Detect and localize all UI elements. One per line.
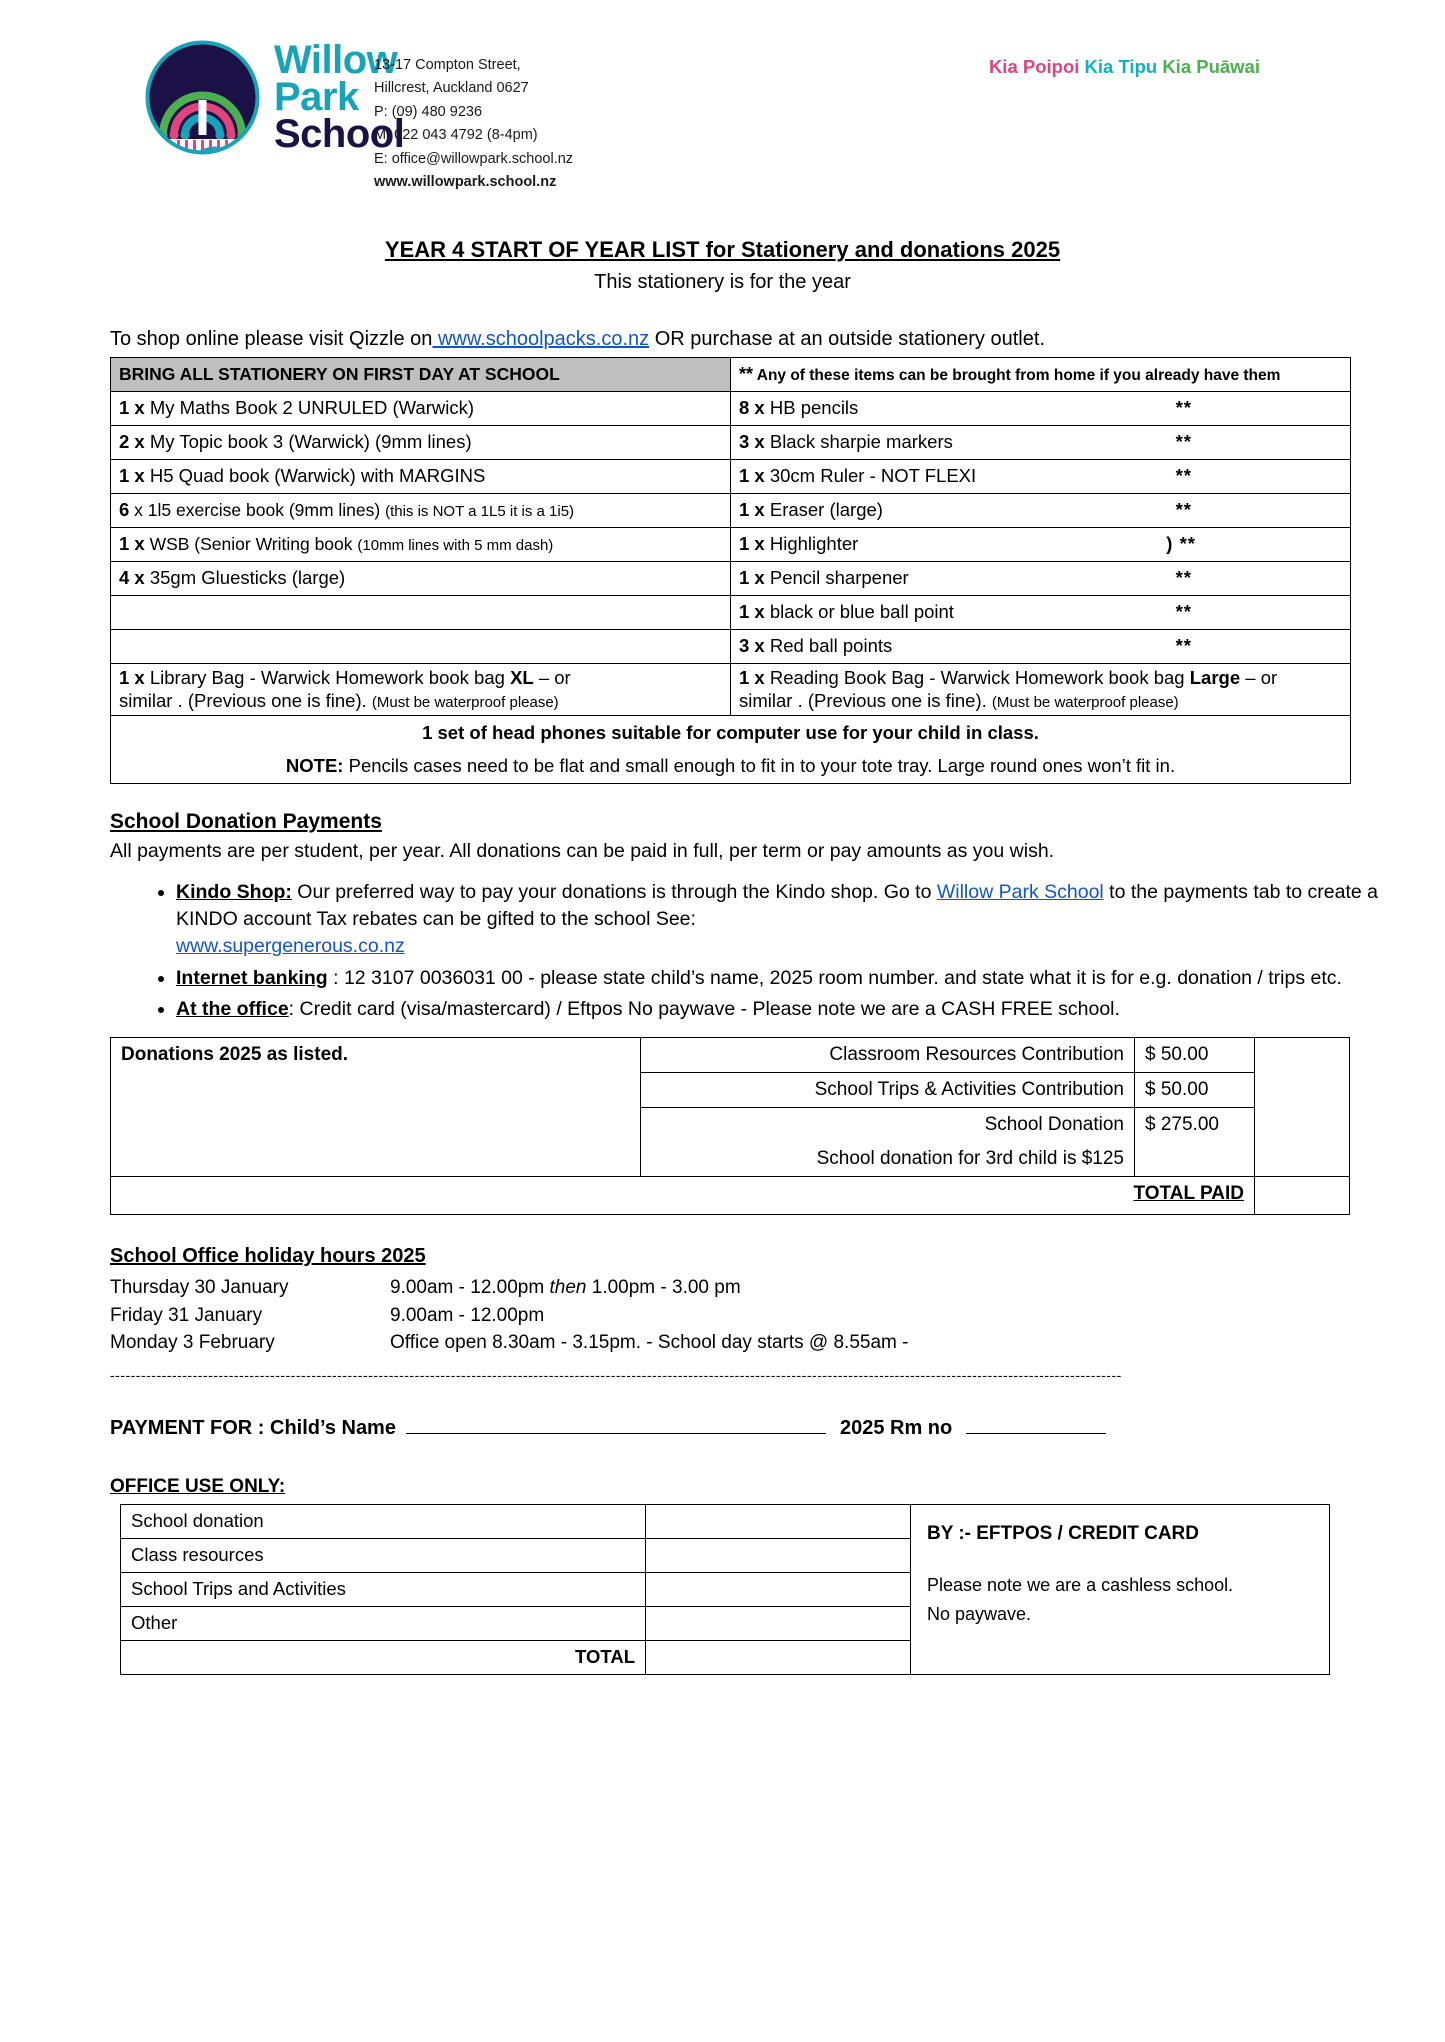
header-right-text: Any of these items can be brought from home if you already have them	[756, 366, 1281, 384]
logo-line-2: Park	[274, 74, 359, 119]
stationery-table	[110, 357, 1351, 784]
donation-amount-classroom: $ 50.00	[1135, 1038, 1255, 1073]
table-row	[111, 425, 1351, 459]
left-item-3-text: H5 Quad book (Warwick) with MARGINS	[149, 465, 486, 487]
left-item-1-text: My Maths Book 2 UNRULED (Warwick)	[149, 397, 474, 419]
office-hours-row-2	[110, 1302, 1445, 1330]
donation-intro-text: All payments are per student, per year. All donations can be paid in full, per term or pay amounts as you wish.	[110, 839, 1055, 862]
right-item-8-qty: 3 x	[739, 635, 765, 657]
payment-method-label: BY :- EFTPOS / CREDIT CARD	[927, 1522, 1199, 1544]
table-row	[111, 1038, 1350, 1073]
left-item-1-qty: 1 x	[119, 397, 145, 419]
contact-website: www.willowpark.school.nz	[374, 174, 557, 191]
office-use-heading: OFFICE USE ONLY:	[110, 1475, 286, 1497]
internet-banking-text: : 12 3107 0036031 00 - please state child’s name, 2025 room number. and state what it is for e.g. donation / trips etc.	[327, 966, 1342, 989]
tagline-part-1: Kia Poipoi	[988, 56, 1080, 77]
office-hours-row-3	[110, 1329, 1445, 1357]
contact-block	[374, 40, 573, 195]
child-name-input-line[interactable]	[406, 1433, 826, 1434]
office-use-label-3: School Trips and Activities	[121, 1572, 646, 1606]
total-paid-text: TOTAL PAID	[1133, 1183, 1244, 1205]
right-item-3-stars: **	[1175, 465, 1192, 487]
tagline-part-3: Kia Puāwai	[1162, 56, 1260, 77]
right-item-2-text: Black sharpie markers	[769, 431, 953, 453]
donation-label-school: School Donation	[641, 1108, 1135, 1143]
page-subtitle: This stationery is for the year	[594, 270, 851, 293]
left-item-6-text: 35gm Gluesticks (large)	[144, 567, 346, 589]
library-bag-line2: similar . (Previous one is fine).	[119, 690, 372, 712]
left-item-2	[111, 425, 731, 459]
left-item-4	[111, 493, 731, 527]
office-hours-day-1: Thursday 30 January	[110, 1277, 289, 1299]
kindo-shop-text-b: to the payments tab to create a KINDO account Tax rebates can be gifted to the school See:	[176, 880, 1378, 931]
rainbow-logo-icon	[145, 40, 260, 155]
right-item-7	[731, 595, 1351, 629]
left-item-4-qty: 6	[119, 499, 130, 521]
office-hours-day-3: Monday 3 February	[110, 1332, 275, 1354]
at-the-office-label: At the office	[176, 997, 289, 1020]
left-item-4-text: x 1l5 exercise book (9mm lines)	[129, 500, 386, 521]
office-use-total-label: TOTAL	[121, 1640, 646, 1674]
list-item-internet-banking	[176, 965, 1445, 992]
table-row	[111, 595, 1351, 629]
library-bag-cell	[111, 663, 731, 715]
right-item-3-text: 30cm Ruler - NOT FLEXI	[769, 465, 977, 487]
left-item-8-empty	[111, 629, 731, 663]
left-item-6-qty: 4 x	[119, 567, 145, 589]
donations-left-title: Donations 2025 as listed.	[111, 1038, 641, 1177]
table-row	[121, 1572, 911, 1606]
right-item-8-stars: **	[1175, 635, 1192, 657]
supergenerous-link[interactable]: www.supergenerous.co.nz	[176, 935, 405, 958]
right-item-1-text: HB pencils	[769, 397, 859, 419]
office-use-value-2[interactable]	[646, 1538, 911, 1572]
maori-tagline	[989, 40, 1260, 78]
reading-bag-text-c: – or	[1240, 666, 1278, 688]
donation-label-trips: School Trips & Activities Contribution	[641, 1073, 1135, 1108]
office-hours-heading: School Office holiday hours 2025	[110, 1245, 426, 1268]
donation-methods-list	[140, 879, 1445, 1023]
total-paid-value-cell[interactable]	[1255, 1177, 1350, 1215]
right-item-8-text: Red ball points	[769, 635, 893, 657]
office-use-value-1[interactable]	[646, 1504, 911, 1538]
right-item-3-qty: 1 x	[739, 465, 765, 487]
left-item-2-qty: 2 x	[119, 431, 145, 453]
right-item-1-qty: 8 x	[739, 397, 765, 419]
left-item-4-note: (this is NOT a 1L5 it is a 1i5)	[385, 503, 575, 521]
contact-mobile: M: 022 043 4792 (8-4pm)	[374, 127, 538, 144]
page-header	[0, 0, 1445, 195]
donation-third-child-note: School donation for 3rd child is $125	[641, 1142, 1135, 1177]
schoolpacks-link[interactable]: www.schoolpacks.co.nz	[432, 327, 650, 350]
office-hours-time-1a: 9.00am - 12.00pm	[390, 1277, 550, 1299]
office-use-value-4[interactable]	[646, 1606, 911, 1640]
pencil-case-note-label: NOTE:	[285, 755, 344, 777]
right-item-2-qty: 3 x	[739, 431, 765, 453]
right-item-2	[731, 425, 1351, 459]
left-item-3-qty: 1 x	[119, 465, 145, 487]
contact-address-line-1: 13-17 Compton Street,	[374, 57, 521, 73]
shop-online-after: OR purchase at an outside stationery outlet.	[654, 327, 1045, 350]
page-title	[0, 237, 1445, 263]
right-item-5-text: Highlighter	[769, 533, 859, 555]
kindo-shop-text-a: Our preferred way to pay your donations is through the Kindo shop. Go to	[291, 880, 937, 903]
right-item-4-stars: **	[1175, 499, 1192, 521]
right-item-8	[731, 629, 1351, 663]
stationery-header-left: BRING ALL STATIONERY ON FIRST DAY AT SCHOOL	[111, 357, 731, 391]
divider-dashed: ----------------------------------------------------------------------------------------------------------------------------------------------------------------------------------------------------	[110, 1366, 1122, 1383]
left-item-2-text: My Topic book 3 (Warwick) (9mm lines)	[149, 431, 472, 453]
reading-bag-cell	[731, 663, 1351, 715]
table-row-bags	[111, 663, 1351, 715]
table-row	[121, 1504, 911, 1538]
headphones-note: 1 set of head phones suitable for computer use for your child in class.	[111, 715, 1351, 749]
left-item-5	[111, 527, 731, 561]
office-hours-time-2: 9.00am - 12.00pm	[390, 1304, 545, 1326]
pencil-case-note	[111, 749, 1351, 783]
payment-for-label: PAYMENT FOR : Child’s Name	[110, 1416, 396, 1439]
table-row-note-2	[111, 749, 1351, 783]
left-item-5-note: (10mm lines with 5 mm dash)	[357, 537, 554, 555]
office-use-label-2: Class resources	[121, 1538, 646, 1572]
right-item-6-qty: 1 x	[739, 567, 765, 589]
right-item-6-stars: **	[1175, 567, 1192, 589]
left-item-1	[111, 391, 731, 425]
table-row	[121, 1606, 911, 1640]
donation-section-heading: School Donation Payments	[110, 809, 382, 833]
right-item-7-qty: 1 x	[739, 601, 765, 623]
right-item-3	[731, 459, 1351, 493]
table-row-total	[111, 1177, 1350, 1215]
table-row	[111, 629, 1351, 663]
contact-address-line-2: Hillcrest, Auckland 0627	[374, 80, 529, 97]
office-use-total-value[interactable]	[646, 1640, 911, 1674]
shop-online-line	[110, 328, 1445, 351]
right-item-6	[731, 561, 1351, 595]
right-item-1-stars: **	[1175, 397, 1192, 419]
left-item-7-empty	[111, 595, 731, 629]
header-stars: **	[739, 363, 754, 384]
table-row-header	[111, 357, 1351, 391]
office-hours-day-2: Friday 31 January	[110, 1304, 263, 1326]
office-hours-row-1	[110, 1274, 1445, 1302]
office-hours-time-1	[390, 1274, 741, 1302]
library-bag-line2-note: (Must be waterproof please)	[371, 694, 559, 712]
office-hours-time-3: Office open 8.30am - 3.15pm. - School day starts @ 8.55am -	[390, 1332, 909, 1354]
table-row	[111, 493, 1351, 527]
library-bag-size: XL	[510, 666, 534, 688]
room-number-input-line[interactable]	[966, 1433, 1106, 1434]
left-item-5-text: WSB (Senior Writing book	[144, 534, 358, 555]
donation-blank-cell[interactable]	[1255, 1038, 1350, 1177]
total-paid-label	[111, 1177, 1255, 1215]
office-hours-time-1em: then	[549, 1277, 587, 1299]
cashless-note-line-1: Please note we are a cashless school.	[927, 1574, 1234, 1595]
payment-for-line	[110, 1417, 1445, 1440]
office-use-table	[120, 1504, 911, 1675]
list-item-at-the-office	[176, 996, 1445, 1023]
year-room-label: 2025 Rm no	[839, 1416, 953, 1439]
shop-online-before: To shop online please visit Qizzle on	[110, 327, 433, 350]
left-item-5-qty: 1 x	[119, 533, 145, 555]
table-row-note-1	[111, 715, 1351, 749]
table-row	[121, 1538, 911, 1572]
pencil-case-note-text: Pencils cases need to be flat and small enough to fit in to your tote tray. Large round ones won’t fit in.	[343, 755, 1176, 777]
office-use-label-4: Other	[121, 1606, 646, 1640]
table-row	[111, 561, 1351, 595]
donations-amount-table	[110, 1037, 1350, 1215]
office-use-section	[120, 1504, 1330, 1675]
stationery-header-right	[731, 357, 1351, 391]
list-item-kindo-shop	[176, 879, 1445, 961]
table-row	[111, 459, 1351, 493]
willow-park-school-link[interactable]: Willow Park School	[936, 880, 1104, 903]
donation-amount-trips: $ 50.00	[1135, 1073, 1255, 1108]
right-item-7-text: black or blue ball point	[769, 601, 954, 623]
right-item-6-text: Pencil sharpener	[769, 567, 909, 589]
table-row-total	[121, 1640, 911, 1674]
logo-line-1: Willow	[274, 37, 398, 82]
payment-method-box	[911, 1504, 1330, 1675]
right-item-5-qty: 1 x	[739, 533, 765, 555]
right-item-5	[731, 527, 1351, 561]
at-the-office-text: : Credit card (visa/mastercard) / Eftpos No paywave - Please note we are a CASH FREE school.	[288, 997, 1120, 1020]
left-item-6	[111, 561, 731, 595]
table-row	[111, 391, 1351, 425]
left-item-3	[111, 459, 731, 493]
right-item-7-stars: **	[1175, 601, 1192, 623]
tagline-part-2: Kia Tipu	[1084, 56, 1158, 77]
reading-bag-size: Large	[1189, 666, 1241, 688]
logo-line-3: School	[274, 112, 405, 157]
contact-phone: P: (09) 480 9236	[374, 103, 483, 120]
internet-banking-label: Internet banking	[176, 966, 328, 989]
reading-bag-qty: 1 x	[739, 666, 765, 688]
donation-amount-school: $ 275.00	[1135, 1108, 1255, 1177]
right-item-2-stars: **	[1175, 431, 1192, 453]
office-use-value-3[interactable]	[646, 1572, 911, 1606]
page-title-text: YEAR 4 START OF YEAR LIST for Stationery and donations 2025	[384, 236, 1061, 262]
kindo-shop-label: Kindo Shop:	[176, 880, 292, 903]
table-row	[111, 527, 1351, 561]
school-logo	[0, 37, 405, 157]
office-use-label-1: School donation	[121, 1504, 646, 1538]
right-item-4-text: Eraser (large)	[769, 499, 883, 521]
right-item-4-qty: 1 x	[739, 499, 765, 521]
right-item-4	[731, 493, 1351, 527]
right-item-5-stars: ) **	[1166, 533, 1196, 555]
right-item-1	[731, 391, 1351, 425]
cashless-note-line-2: No paywave.	[927, 1603, 1032, 1624]
contact-email: E: office@willowpark.school.nz	[374, 150, 574, 167]
library-bag-text-c: – or	[533, 666, 571, 688]
reading-bag-line2: similar . (Previous one is fine).	[739, 690, 992, 712]
reading-bag-text-a: Reading Book Bag - Warwick Homework book bag	[764, 666, 1190, 688]
reading-bag-line2-note: (Must be waterproof please)	[991, 694, 1179, 712]
library-bag-text-a: Library Bag - Warwick Homework book bag	[144, 666, 511, 688]
donation-label-classroom: Classroom Resources Contribution	[641, 1038, 1135, 1073]
office-hours-time-1b: 1.00pm - 3.00 pm	[586, 1277, 741, 1299]
library-bag-qty: 1 x	[119, 666, 145, 688]
